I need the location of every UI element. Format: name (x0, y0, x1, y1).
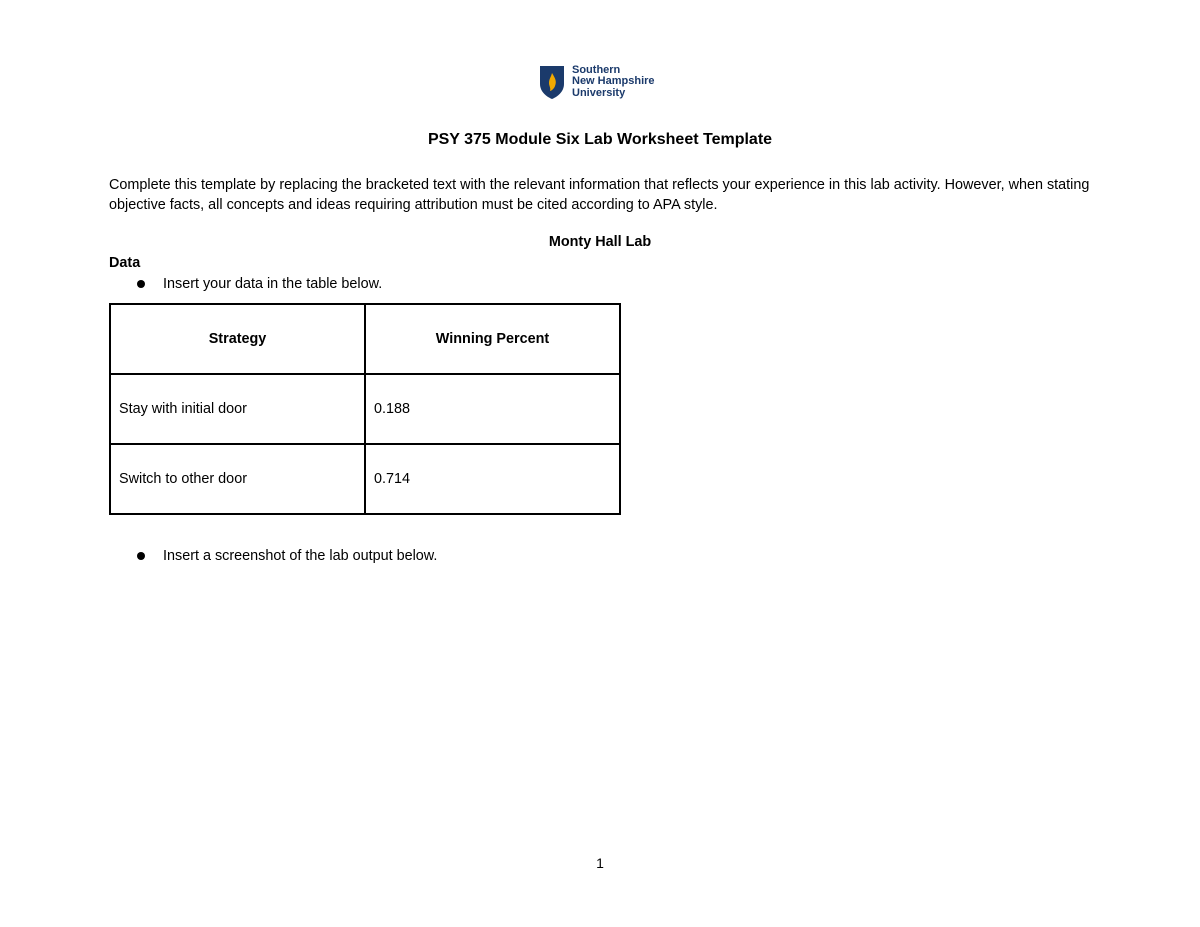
data-heading: Data (109, 255, 141, 271)
table-row (110, 444, 620, 514)
logo-wordmark (572, 65, 655, 100)
section-title: Monty Hall Lab (548, 234, 652, 250)
table-header-cell: Winning Percent (365, 304, 620, 374)
bullet-icon (137, 280, 145, 288)
table-cell[interactable]: Stay with initial door (110, 374, 365, 444)
table-cell[interactable]: Switch to other door (110, 444, 365, 514)
logo-line: University (572, 86, 626, 99)
bullet-icon (137, 552, 145, 560)
logo-line: New Hampshire (572, 75, 655, 88)
table-row (110, 374, 620, 444)
logo-line: Southern (572, 63, 621, 76)
page-number: 1 (596, 855, 604, 871)
page-title: PSY 375 Module Six Lab Worksheet Template (427, 131, 773, 148)
bullet-text: Insert your data in the table below. (163, 276, 383, 292)
table-cell[interactable]: 0.714 (365, 444, 620, 514)
table-header-cell: Strategy (110, 304, 365, 374)
table-cell[interactable]: 0.188 (365, 374, 620, 444)
bullet-item (137, 548, 437, 564)
snhu-logo (538, 64, 655, 100)
bullet-text: Insert a screenshot of the lab output below. (163, 548, 438, 564)
bullet-item (137, 276, 382, 292)
data-table (109, 303, 621, 515)
flame-shield-icon (538, 64, 566, 100)
table-header-row (110, 304, 620, 374)
intro-paragraph: Complete this template by replacing the bracketed text with the relevant information that reflects your experience in this lab activity. However, when stating objective facts, all concepts and ideas requiring attribution must be cited according to APA style. (109, 177, 1090, 213)
